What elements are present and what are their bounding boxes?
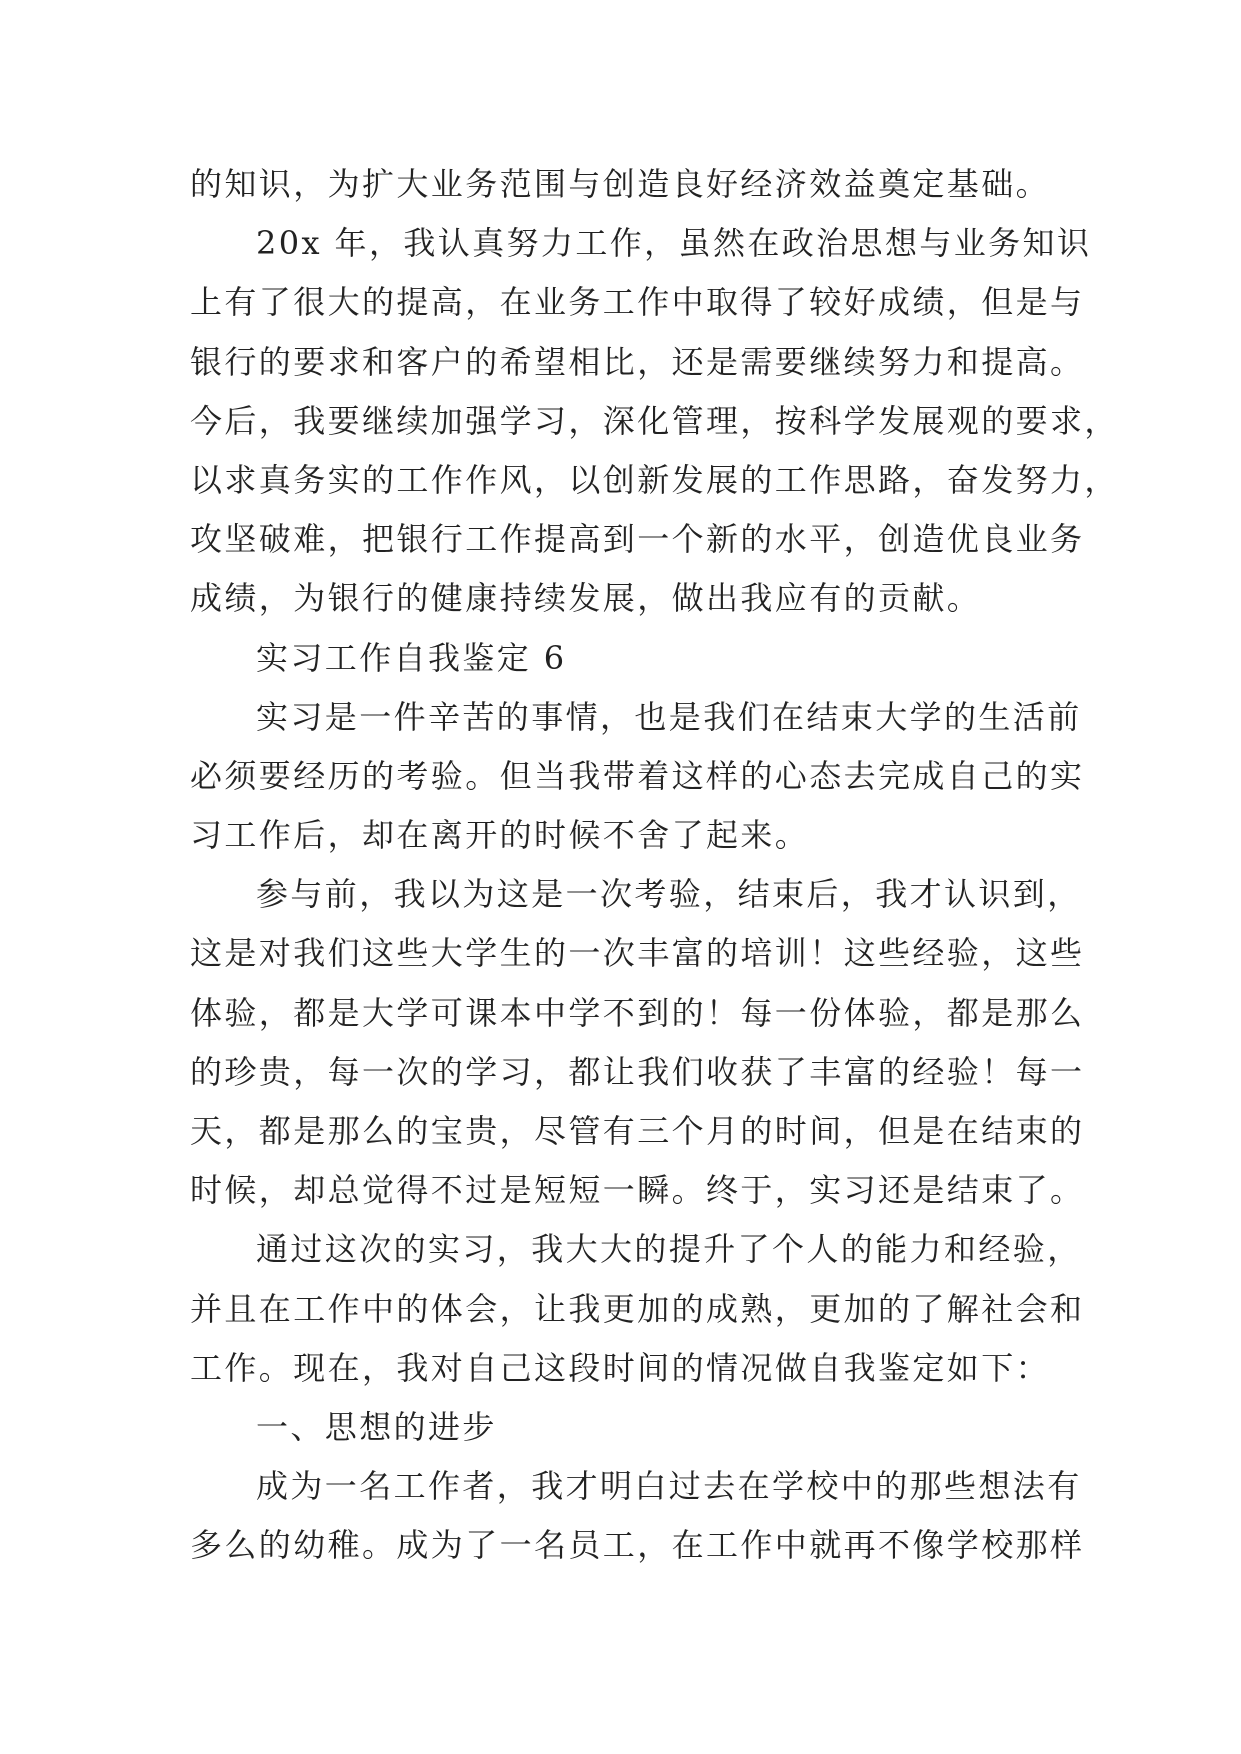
text-line: 上有了很大的提高，在业务工作中取得了较好成绩，但是与 (190, 283, 1085, 322)
text-line: 参与前，我以为这是一次考验，结束后，我才认识到， (256, 875, 1082, 914)
text-line: 工作。现在，我对自己这段时间的情况做自我鉴定如下： (190, 1348, 1051, 1387)
text-line: 必须要经历的考验。但当我带着这样的心态去完成自己的实 (190, 756, 1085, 795)
text-line: 的珍贵，每一次的学习，都让我们收获了丰富的经验！每一 (190, 1052, 1085, 1091)
text-line: 并且在工作中的体会，让我更加的成熟，更加的了解社会和 (190, 1289, 1085, 1328)
text-line: 天，都是那么的宝贵，尽管有三个月的时间，但是在结束的 (190, 1112, 1085, 1150)
text-line: 这是对我们这些大学生的一次丰富的培训！这些经验，这些 (190, 934, 1085, 973)
text-line: 多么的幼稚。成为了一名员工，在工作中就再不像学校那样 (190, 1526, 1085, 1565)
text-line: 今后，我要继续加强学习，深化管理，按科学发展观的要求， (190, 401, 1119, 440)
text-line: 通过这次的实习，我大大的提升了个人的能力和经验， (256, 1230, 1082, 1269)
text-line: 20x 年，我认真努力工作，虽然在政治思想与业务知识 (256, 224, 1092, 263)
section-heading: 实习工作自我鉴定 6 (256, 638, 567, 677)
text-line: 成绩，为银行的健康持续发展，做出我应有的贡献。 (190, 579, 982, 618)
document-body (190, 155, 1119, 1576)
subsection-heading: 一、思想的进步 (256, 1407, 497, 1446)
text-line: 习工作后，却在离开的时候不舍了起来。 (190, 816, 810, 855)
text-line: 体验，都是大学可课本中学不到的！每一份体验，都是那么 (190, 993, 1085, 1032)
text-line: 成为一名工作者，我才明白过去在学校中的那些想法有 (256, 1467, 1082, 1506)
text-line: 以求真务实的工作作风，以创新发展的工作思路，奋发努力， (190, 460, 1119, 499)
text-line: 攻坚破难，把银行工作提高到一个新的水平，创造优良业务 (190, 520, 1085, 559)
text-line: 的知识，为扩大业务范围与创造良好经济效益奠定基础。 (190, 165, 1051, 203)
text-line: 时候，却总觉得不过是短短一瞬。终于，实习还是结束了。 (190, 1171, 1085, 1210)
text-line: 银行的要求和客户的希望相比，还是需要继续努力和提高。 (190, 342, 1085, 381)
text-line: 实习是一件辛苦的事情，也是我们在结束大学的生活前 (256, 697, 1082, 736)
